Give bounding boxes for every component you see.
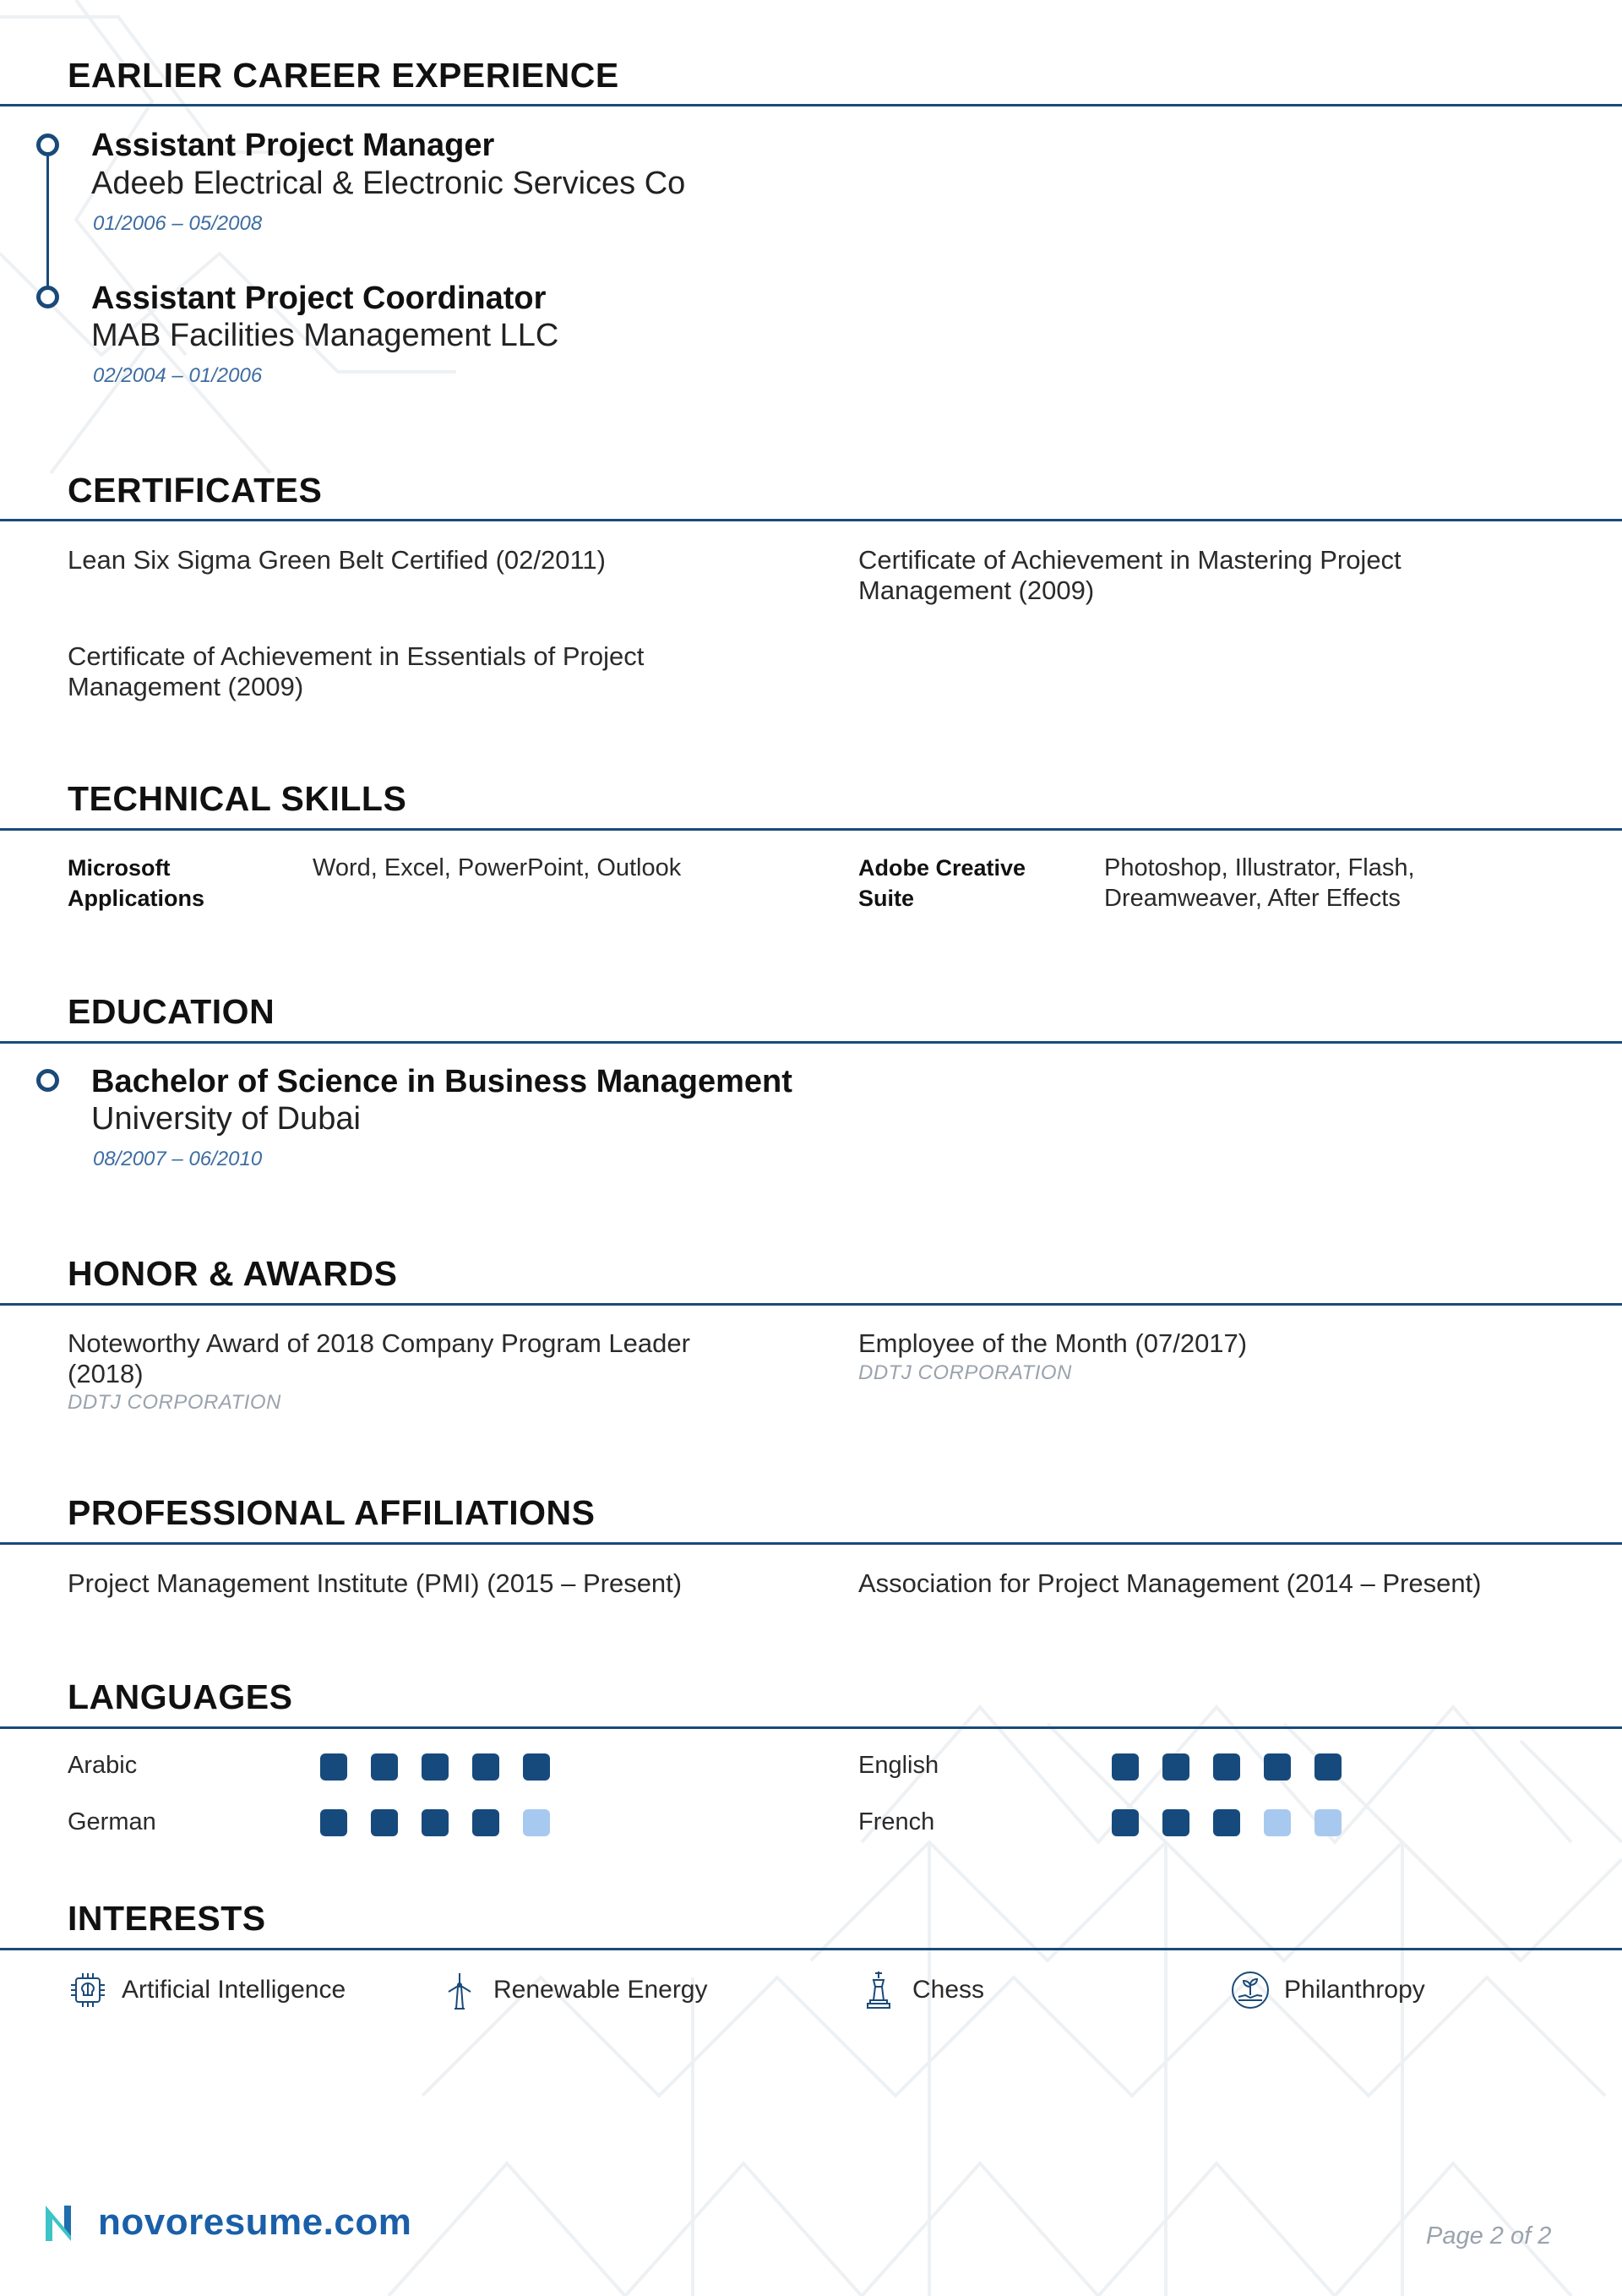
level-dot-filled: [320, 1753, 347, 1781]
language-level: [1112, 1809, 1342, 1836]
interest-item: [68, 1970, 346, 2010]
level-dot-empty: [1264, 1809, 1291, 1836]
level-dot-filled: [1213, 1809, 1240, 1836]
certificate-line: Management (2009): [858, 575, 1095, 605]
job-title: Assistant Project Manager: [91, 128, 495, 163]
section-divider: [0, 1041, 1622, 1044]
interest-label: Artificial Intelligence: [122, 1976, 346, 2004]
section-title: PROFESSIONAL AFFILIATIONS: [68, 1493, 596, 1532]
skill-value-line: Word, Excel, PowerPoint, Outlook: [313, 854, 682, 881]
award-line: Employee of the Month (07/2017): [858, 1328, 1248, 1358]
skill-name: [858, 853, 1026, 913]
level-dot-filled: [1162, 1809, 1189, 1836]
section-divider: [0, 519, 1622, 521]
job-dates: 02/2004 – 01/2006: [93, 364, 263, 387]
level-dot-filled: [422, 1809, 449, 1836]
section-divider: [0, 1726, 1622, 1729]
section-title: TECHNICAL SKILLS: [68, 779, 407, 818]
language-name: English: [858, 1752, 939, 1779]
level-dot-filled: [472, 1753, 499, 1781]
timeline-dot: [36, 1069, 59, 1092]
timeline-line: [46, 156, 49, 297]
award-item: [858, 1328, 1602, 1359]
certificate-item: [68, 641, 811, 702]
brand-name: novoresume.com: [98, 2201, 412, 2243]
award-org: DDTJ CORPORATION: [68, 1391, 281, 1414]
award-item: [68, 1328, 828, 1389]
certificate-line: Certificate of Achievement in Mastering Project: [858, 545, 1402, 575]
level-dot-filled: [422, 1753, 449, 1781]
skill-name-line: Suite: [858, 886, 915, 911]
skill-name-line: Microsoft: [68, 855, 171, 881]
level-dot-filled: [320, 1809, 347, 1836]
level-dot-filled: [1264, 1753, 1291, 1781]
level-dot-filled: [1112, 1753, 1139, 1781]
section-title: CERTIFICATES: [68, 471, 323, 510]
skill-name-line: Applications: [68, 886, 205, 911]
certificate-item: [68, 545, 811, 575]
level-dot-filled: [371, 1753, 398, 1781]
interest-label: Renewable Energy: [493, 1976, 708, 2004]
affiliation-item: Association for Project Management (2014 – Present): [858, 1568, 1482, 1598]
section-divider: [0, 1948, 1622, 1950]
language-level: [320, 1753, 550, 1781]
interest-item: [858, 1970, 984, 2010]
section-title: LANGUAGES: [68, 1677, 293, 1716]
section-divider: [0, 104, 1622, 106]
timeline-dot: [36, 134, 59, 156]
skill-value-line: Photoshop, Illustrator, Flash,: [1104, 854, 1415, 881]
novoresume-logo-icon: [42, 2201, 91, 2244]
page-number: Page 2 of 2: [1426, 2222, 1552, 2250]
award-line: (2018): [68, 1359, 144, 1388]
job-dates: 01/2006 – 05/2008: [93, 212, 263, 235]
certificate-item: [858, 545, 1602, 606]
brand-logo[interactable]: [42, 2201, 411, 2244]
wind-turbine-icon: [439, 1970, 480, 2010]
award-org: DDTJ CORPORATION: [858, 1361, 1072, 1384]
company-name: MAB Facilities Management LLC: [91, 318, 559, 353]
section-title: EARLIER CAREER EXPERIENCE: [68, 56, 619, 95]
level-dot-filled: [1314, 1753, 1342, 1781]
company-name: Adeeb Electrical & Electronic Services Co: [91, 166, 686, 201]
section-divider: [0, 1303, 1622, 1306]
section-title: INTERESTS: [68, 1899, 266, 1938]
plant-hand-icon: [1230, 1970, 1271, 2010]
language-level: [1112, 1753, 1342, 1781]
level-dot-filled: [1213, 1753, 1240, 1781]
level-dot-filled: [371, 1809, 398, 1836]
skill-name: [68, 853, 204, 913]
certificate-line: Management (2009): [68, 672, 304, 701]
skill-name-line: Adobe Creative: [858, 855, 1026, 881]
section-title: HONOR & AWARDS: [68, 1254, 398, 1293]
language-level: [320, 1809, 550, 1836]
skill-value: [1104, 853, 1415, 913]
skill-value: [313, 853, 681, 883]
interest-label: Philanthropy: [1284, 1976, 1425, 2004]
interest-item: [439, 1970, 708, 2010]
level-dot-filled: [472, 1809, 499, 1836]
section-divider: [0, 828, 1622, 831]
section-title: EDUCATION: [68, 992, 275, 1031]
section-divider: [0, 1542, 1622, 1545]
chess-piece-icon: [858, 1970, 899, 2010]
certificate-line: Lean Six Sigma Green Belt Certified (02/2011): [68, 545, 606, 575]
certificate-line: Certificate of Achievement in Essentials of Project: [68, 641, 645, 671]
level-dot-empty: [1314, 1809, 1342, 1836]
level-dot-empty: [523, 1809, 550, 1836]
interest-label: Chess: [912, 1976, 985, 2004]
education-dates: 08/2007 – 06/2010: [93, 1148, 263, 1170]
job-title: Assistant Project Coordinator: [91, 281, 547, 316]
timeline-dot: [36, 286, 59, 308]
language-name: French: [858, 1808, 935, 1835]
chip-brain-icon: [68, 1970, 108, 2010]
award-line: Noteworthy Award of 2018 Company Program Leader: [68, 1328, 690, 1358]
interest-item: [1230, 1970, 1425, 2010]
level-dot-filled: [1162, 1753, 1189, 1781]
level-dot-filled: [1112, 1809, 1139, 1836]
degree-title: Bachelor of Science in Business Management: [91, 1064, 792, 1099]
affiliation-item: Project Management Institute (PMI) (2015 – Present): [68, 1568, 683, 1598]
level-dot-filled: [523, 1753, 550, 1781]
language-name: Arabic: [68, 1752, 138, 1779]
language-name: German: [68, 1808, 156, 1835]
skill-value-line: Dreamweaver, After Effects: [1104, 885, 1401, 912]
school-name: University of Dubai: [91, 1101, 361, 1137]
